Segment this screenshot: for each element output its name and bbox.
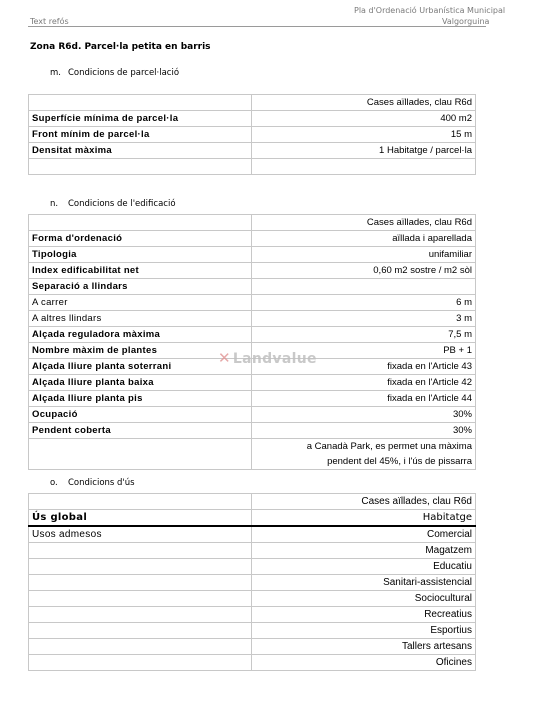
- roof-note: a Canadà Park, es permet una màxima pendent del 45%, i l'ús de pissarra: [252, 439, 476, 470]
- table-header-cell: Cases aïllades, clau R6d: [252, 95, 476, 111]
- global-use-row: Ús global Habitatge: [29, 510, 476, 527]
- table-row: Ocupació 30%: [29, 407, 476, 423]
- table-row-note: [29, 439, 476, 470]
- use-conditions-table: [28, 493, 476, 671]
- header-plan-title: Pla d'Ordenació Urbanística Municipal: [354, 6, 506, 15]
- table-row: Alçada lliure planta baixa fixada en l'Article 42: [29, 375, 476, 391]
- table-row: Forma d'ordenació aïllada i aparellada: [29, 231, 476, 247]
- section-n-letter: n.: [50, 199, 59, 209]
- table-row: Educatiu: [29, 559, 476, 575]
- table-row: Recreatius: [29, 607, 476, 623]
- table-row: Magatzem: [29, 543, 476, 559]
- zone-title: Zona R6d. Parcel·la petita en barris: [30, 42, 211, 52]
- section-m-title: Condicions de parcel·lació: [68, 68, 180, 78]
- table-row: Densitat màxima 1 Habitatge / parcel·la: [29, 143, 476, 159]
- table-header-row: [29, 494, 476, 510]
- table-header-row: [29, 95, 476, 111]
- table-header-row: [29, 215, 476, 231]
- table-row: Oficines: [29, 655, 476, 671]
- section-m-letter: m.: [50, 68, 61, 78]
- header-municipality: Valgorguina: [442, 17, 490, 26]
- table-row: Nombre màxim de plantes PB + 1: [29, 343, 476, 359]
- table-row: Index edificabilitat net 0,60 m2 sostre / m2 sòl: [29, 263, 476, 279]
- cross-mark-icon: ✕: [218, 349, 231, 367]
- section-n-title: Condicions de l'edificació: [68, 199, 176, 209]
- table-row: A carrer 6 m: [29, 295, 476, 311]
- section-o-heading: [50, 478, 135, 488]
- table-header-cell: Cases aïllades, clau R6d: [252, 494, 476, 510]
- table-row: Usos admesos Comercial: [29, 526, 476, 543]
- header-left-label: Text refós: [30, 17, 69, 26]
- table-row: Separació a llindars: [29, 279, 476, 295]
- table-row: Alçada lliure planta pis fixada en l'Article 44: [29, 391, 476, 407]
- table-row: Superfície mínima de parcel·la 400 m2: [29, 111, 476, 127]
- section-m-heading: [50, 68, 179, 78]
- table-row: Alçada lliure planta soterrani fixada en l'Article 43: [29, 359, 476, 375]
- table-row: Alçada reguladora màxima 7,5 m: [29, 327, 476, 343]
- section-n-heading: [50, 199, 176, 209]
- parcel-conditions-table: [28, 94, 476, 175]
- watermark-text: Landvalue: [232, 351, 317, 367]
- table-row: Sanitari-assistencial: [29, 575, 476, 591]
- table-row: Tallers artesans: [29, 639, 476, 655]
- table-row: A altres llindars 3 m: [29, 311, 476, 327]
- table-header-cell: Cases aïllades, clau R6d: [252, 215, 476, 231]
- table-row: Pendent coberta 30%: [29, 423, 476, 439]
- table-row: Esportius: [29, 623, 476, 639]
- table-row: Sociocultural: [29, 591, 476, 607]
- section-o-letter: o.: [50, 478, 58, 488]
- table-row: Front mínim de parcel·la 15 m: [29, 127, 476, 143]
- table-row: Tipologia unifamiliar: [29, 247, 476, 263]
- section-o-title: Condicions d'ús: [68, 478, 135, 488]
- header-divider: [28, 26, 486, 27]
- building-conditions-table: [28, 214, 476, 470]
- table-row: [29, 159, 476, 175]
- landvalue-watermark: [218, 349, 317, 367]
